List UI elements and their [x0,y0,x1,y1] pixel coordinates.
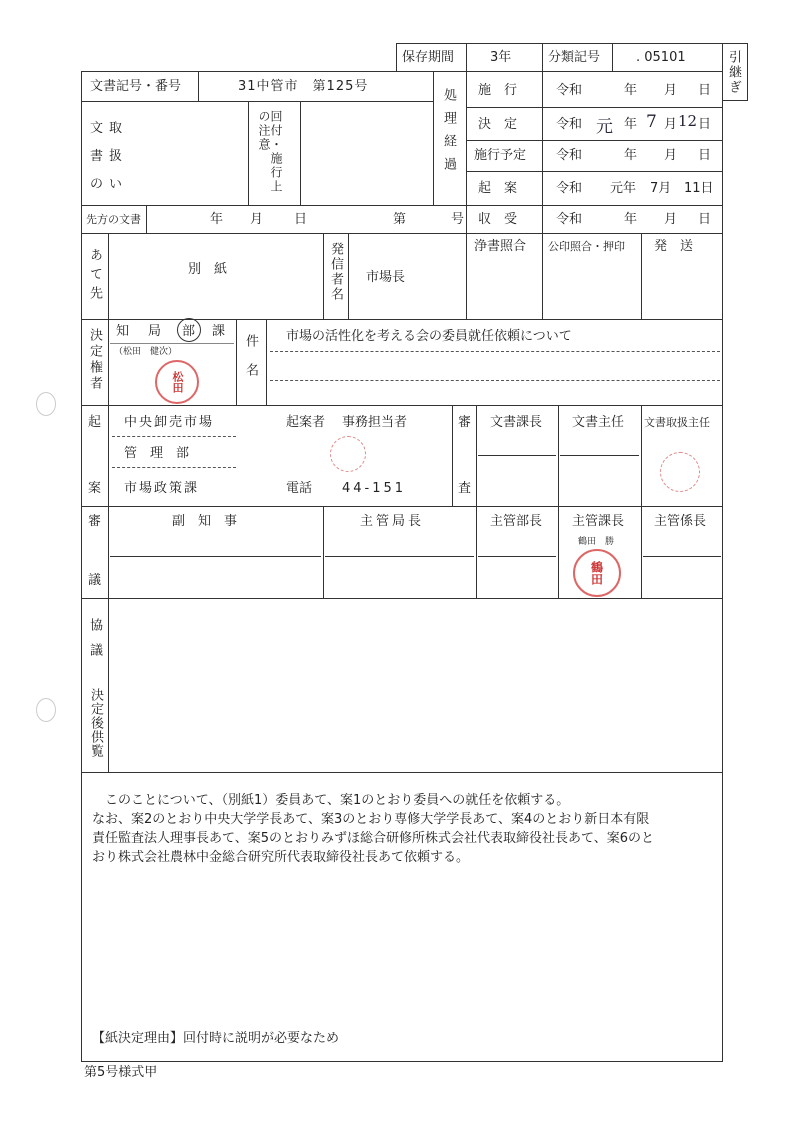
date-day: 日 [698,117,712,132]
sender-doc-year: 年 [210,212,224,227]
review-seal-stamp [660,452,700,492]
date-year: 年 [624,117,638,132]
date-day: 日 [698,212,712,227]
bureau-chief-label: 主管局長 [360,514,425,529]
subject-label: 件名 [243,334,258,392]
sender-doc-label: 先方の文書 [86,213,141,226]
body-line: 責任監査法人理事長あて、案5のとおりみずほ総合研修所株式会社代表取締役社長あて、案6のと [92,831,655,846]
handover-label: 引継ぎ [726,50,741,95]
section-chief-seal-stamp [573,549,621,597]
date-year: 年 [624,148,638,163]
date-day: 11日 [684,181,714,196]
date-year: 年 [624,212,638,227]
handwritten-month: 7 [646,112,657,132]
draft-label: 案 [88,481,102,496]
vice-governor-label: 副 知 事 [172,514,238,529]
punch-hole-top [36,392,56,416]
sender-name-label: 発信者名 [328,242,343,302]
authority-label: 決定権者 [87,328,102,392]
handwritten-day: 12 [678,112,698,130]
date-year: 年 [624,83,638,98]
sender-doc-go: 号 [451,212,465,227]
date-era: 令和 [556,83,583,98]
council-label: 審 [88,514,102,529]
date-month: 月 [664,148,678,163]
body-line: おり株式会社農林中金総合研究所代表取締役社長あて依頼する。 [92,850,470,865]
authority-level: 部 [182,324,196,339]
date-month: 月 [664,212,678,227]
clean-copy-label: 浄書照合 [474,239,527,254]
date-day: 日 [698,148,712,163]
drafter-label: 起案者 [286,415,326,430]
seal-check-label: 公印照合・押印 [548,240,625,253]
doc-number-label: 文書記号・番号 [90,79,182,94]
authority-level: 課 [212,324,226,339]
class-label: 分類記号 [548,50,601,65]
sender-doc-no: 第 [393,212,407,227]
section-chief-label: 主管課長 [572,514,625,529]
authority-seal-text: 松田 [171,371,184,393]
date-era: 令和 [556,117,583,132]
drafter-value: 事務担当者 [342,415,408,430]
review-col-label: 文書課長 [490,415,543,430]
handling-label-3: のい [90,177,129,192]
phone-label: 電話 [286,481,313,496]
draft-org: 市場政策課 [124,481,200,496]
punch-hole-bottom [36,698,56,722]
notes-label: 回付・施行上の注意 [257,110,283,194]
authority-seal-stamp [155,360,199,404]
date-month: 月 [664,83,678,98]
sender-doc-day: 日 [294,212,308,227]
class-value: . 05101 [636,50,686,65]
handling-label-1: 文取 [90,121,129,136]
section-chief-name: 鶴田 勝 [578,537,615,547]
date-month: 7月 [650,181,672,196]
council-label: 議 [88,573,102,588]
date-era: 令和 [556,181,583,196]
date-era: 令和 [556,148,583,163]
retention-value: 3年 [490,50,512,65]
decision-reason: 【紙決定理由】回付時に説明が必要なため [92,1031,340,1046]
address-value: 別 紙 [188,262,228,277]
body-line: このことについて、（別紙1）委員あて、案1のとおり委員への就任を依頼する。 [92,793,570,808]
draft-label: 起 [88,415,102,430]
consult-label: 協議 [87,618,102,668]
handling-label-2: 書扱 [90,149,129,164]
date-day: 日 [698,83,712,98]
draft-org: 管 理 部 [124,446,190,461]
post-decision-label: 決定後供覧 [88,688,103,758]
doc-number-value: 31中管市 第125号 [238,79,369,94]
review-col-label: 文書取扱主任 [644,416,710,429]
form-number: 第5号様式甲 [84,1065,158,1080]
date-era: 令和 [556,212,583,227]
date-year: 元年 [610,181,637,196]
dept-chief-label: 主管部長 [490,514,543,529]
review-label: 審 [458,415,472,430]
sender-doc-month: 月 [250,212,264,227]
address-label: あて先 [87,248,102,305]
sender-name-value: 市場長 [366,270,406,285]
process-row-label: 施 行 [478,83,518,98]
retention-label: 保存期間 [402,50,455,65]
process-label: 処理経過 [441,88,456,180]
authority-level: 知 [116,324,130,339]
phone-value: 44-151 [342,481,407,496]
review-col-label: 文書主任 [572,415,625,430]
section-chief-seal-text: 鶴田 [589,561,604,585]
handwritten-year: 元 [596,117,613,137]
process-row-label: 収 受 [478,212,518,227]
authority-level: 局 [148,324,162,339]
process-row-label: 起 案 [478,181,518,196]
process-row-label: 施行予定 [474,148,527,163]
drafter-seal-faint [330,436,366,472]
authority-name-note: （松田 健次） [114,347,178,357]
subsection-chief-label: 主管係長 [654,514,707,529]
date-month: 月 [664,117,678,132]
review-label: 査 [458,481,472,496]
body-line: なお、案2のとおり中央大学学長あて、案3のとおり専修大学学長あて、案4のとおり新日本有限 [92,812,650,827]
draft-org: 中央卸売市場 [124,415,215,430]
process-row-label: 決 定 [478,117,518,132]
dispatch-label: 発 送 [654,239,694,254]
subject-value: 市場の活性化を考える会の委員就任依頼について [286,329,572,344]
